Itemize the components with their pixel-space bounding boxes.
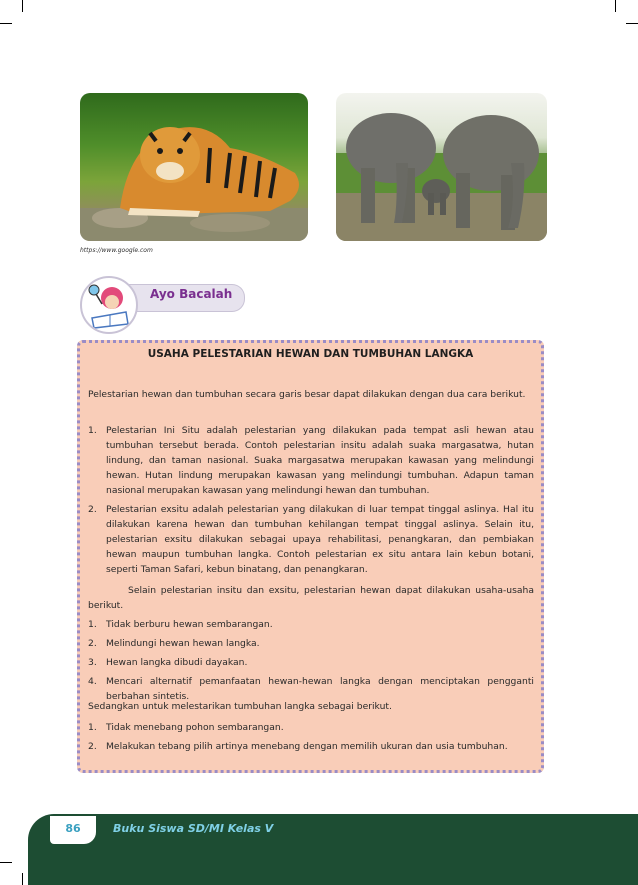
- list-item: 3. Hewan langka dibudi dayakan.: [88, 657, 248, 668]
- list-item: 2. Melindungi hewan hewan langka.: [88, 638, 260, 649]
- reading-girl-icon: [80, 276, 138, 334]
- list-item: 1. Tidak menebang pohon sembarangan.: [88, 722, 284, 733]
- book-title: Buku Siswa SD/MI Kelas V: [113, 822, 274, 835]
- list-item: 2. Pelestarian exsitu adalah pelestarian yang dilakukan di luar tempat tinggal aslinya. Hal itu dilakukan karena hewan dan tumbuhan kehilangan tempat tinggal aslinya. Selain itu, pelestarian exsitu dilakukan sebagai upaya rehabilitasi, penangkaran, dan pembiakan hewan maupun tumbuhan langka. Contoh pelestarian ex situ antara lain kebun botani, seperti Taman Safari, kebun binatang, dan penangkaran.: [88, 504, 534, 575]
- intro-paragraph: Pelestarian hewan dan tumbuhan secara garis besar dapat dilakukan dengan dua cara berikut.: [88, 389, 526, 400]
- tiger-illustration: [80, 93, 308, 241]
- other-efforts-paragraph: Selain pelestarian insitu dan exsitu, pelestarian hewan dapat dilakukan usaha-usaha berikut.: [88, 585, 534, 611]
- plant-efforts-paragraph: Sedangkan untuk melestarikan tumbuhan langka sebagai berikut.: [88, 701, 392, 712]
- crop-mark: [0, 862, 12, 863]
- list-item: 4. Mencari alternatif pemanfaatan hewan-hewan langka dengan menciptakan pengganti berbahan sintetis.: [88, 676, 534, 702]
- animal-efforts-list: [88, 617, 534, 708]
- methods-list: [88, 423, 534, 581]
- reading-title: USAHA PELESTARIAN HEWAN DAN TUMBUHAN LANGKA: [147, 348, 474, 360]
- crop-mark: [22, 0, 23, 12]
- crop-mark: [615, 0, 616, 12]
- plant-efforts-list: [88, 720, 534, 758]
- banner-title: Ayo Bacalah: [150, 287, 233, 301]
- crop-mark: [626, 23, 638, 24]
- crop-mark: [0, 23, 12, 24]
- elephant-illustration: [336, 93, 547, 241]
- list-item: 1. Pelestarian Ini Situ adalah pelestarian yang dilakukan pada tempat asli hewan atau tumbuhan tersebut berada. Contoh pelestarian insitu adalah suaka margasatwa, hutan lindung, dan taman nasional. Suaka margasatwa merupakan kawasan yang melindungi hewan. Hutan lindung merupakan kawasan yang melindungi tumbuhan. Adapun taman nasional merupakan kawasan yang melindungi hewan dan tumbuhan.: [88, 425, 534, 496]
- tiger-photo: [80, 93, 308, 241]
- elephant-photo: [336, 93, 547, 241]
- list-item: 2. Melakukan tebang pilih artinya menebang dengan memilih ukuran dan usia tumbuhan.: [88, 741, 508, 752]
- list-item: 1. Tidak berburu hewan sembarangan.: [88, 619, 273, 630]
- image-credit: https://www.google.com: [80, 247, 153, 254]
- page-number: 86: [65, 822, 81, 835]
- crop-mark: [22, 873, 23, 885]
